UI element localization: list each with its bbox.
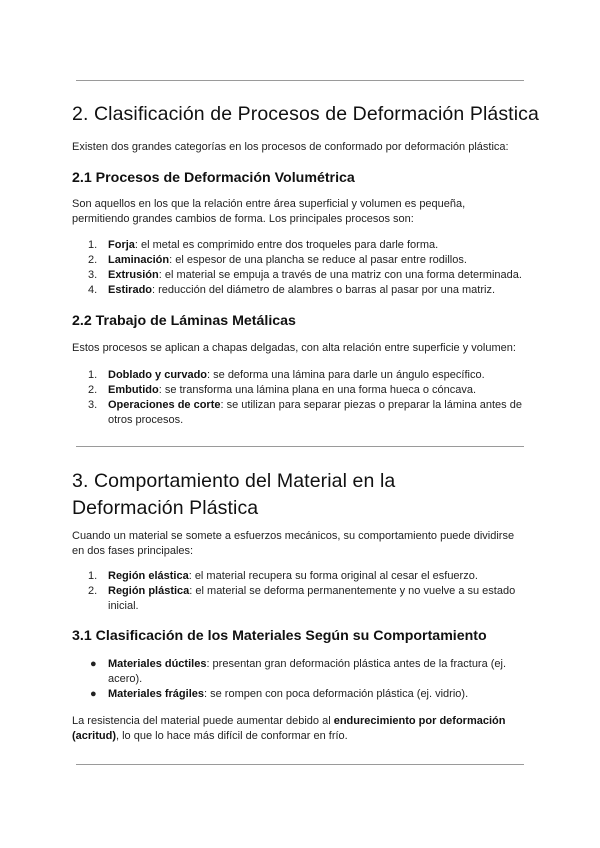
description: : el espesor de una plancha se reduce al pasar entre rodillos. (169, 254, 467, 266)
material-phase-list (72, 569, 532, 614)
list-number: 2. (88, 254, 98, 266)
list-item (72, 398, 532, 428)
closing-bold-term: endurecimiento por deformación (acritud) (72, 715, 506, 742)
description: : reducción del diámetro de alambres o barras al pasar por una matriz. (152, 284, 496, 296)
horizontal-rule (76, 80, 524, 81)
list-item (72, 383, 532, 398)
bullet-icon: ● (90, 688, 97, 700)
closing-text-start: La resistencia del material puede aumentar debido al (72, 715, 334, 727)
list-number: 4. (88, 284, 98, 296)
list-item (72, 687, 532, 702)
list-number: 3. (88, 269, 98, 281)
section-3-intro: Cuando un material se somete a esfuerzos mecánicos, su comportamiento puede dividirse en dos fases principales: (72, 530, 515, 557)
list-number: 2. (88, 384, 98, 396)
list-item (72, 657, 532, 687)
section-2-intro: Existen dos grandes categorías en los procesos de conformado por deformación plástica: (72, 141, 509, 153)
horizontal-rule (76, 764, 524, 765)
term: Embutido (108, 384, 159, 396)
description: : el material se deforma permanentemente y no vuelve a su estado inicial. (108, 585, 516, 612)
section-2-title: 2. Clasificación de Procesos de Deformación Plástica (72, 103, 539, 125)
term: Operaciones de corte (108, 399, 221, 411)
description: : se rompen con poca deformación plástica (ej. vidrio). (204, 688, 469, 700)
term: Región elástica (108, 570, 189, 582)
list-item (72, 368, 532, 383)
term: Doblado y curvado (108, 369, 208, 381)
volumetric-process-list (72, 238, 532, 298)
term: Forja (108, 239, 135, 251)
description: : el material se empuja a través de una matriz con una forma determinada. (158, 269, 522, 281)
list-number: 3. (88, 399, 98, 411)
description: : el metal es comprimido entre dos troqueles para darle forma. (134, 239, 439, 251)
term: Materiales frágiles (108, 688, 204, 700)
term: Materiales dúctiles (108, 658, 207, 670)
term: Región plástica (108, 585, 190, 597)
description: : se transforma una lámina plana en una forma hueca o cóncava. (158, 384, 477, 396)
term: Extrusión (108, 269, 159, 281)
list-item (72, 569, 532, 584)
closing-paragraph (72, 714, 522, 744)
closing-text-end: , lo que lo hace más difícil de conformar en frío. (116, 730, 348, 742)
term: Laminación (108, 254, 170, 266)
list-number: 1. (88, 570, 98, 582)
list-item (72, 584, 532, 614)
list-number: 2. (88, 585, 98, 597)
term: Estirado (108, 284, 153, 296)
description: : el material recupera su forma original al cesar el esfuerzo. (188, 570, 478, 582)
list-item (72, 253, 532, 268)
material-classification-list (72, 657, 532, 702)
list-item (72, 238, 532, 253)
list-number: 1. (88, 369, 98, 381)
list-item (72, 283, 532, 298)
list-item (72, 268, 532, 283)
list-number: 1. (88, 239, 98, 251)
description: : se deforma una lámina para darle un ángulo específico. (207, 369, 485, 381)
description: : presentan gran deformación plástica antes de la fractura (ej. acero). (108, 658, 507, 685)
horizontal-rule (76, 446, 524, 447)
section-3-title: 3. Comportamiento del Material en la Deformación Plástica (72, 470, 396, 519)
subsection-2-1-text: Son aquellos en los que la relación entre área superficial y volumen es pequeña, permitiendo grandes cambios de forma. Los principales procesos son: (72, 198, 466, 225)
description: : se utilizan para separar piezas o preparar la lámina antes de otros procesos. (108, 399, 522, 426)
subsection-3-1-title: 3.1 Clasificación de los Materiales Según su Comportamiento (72, 628, 487, 644)
subsection-2-1-title: 2.1 Procesos de Deformación Volumétrica (72, 170, 355, 186)
subsection-2-2-title: 2.2 Trabajo de Láminas Metálicas (72, 313, 296, 329)
bullet-icon: ● (90, 658, 97, 670)
subsection-2-2-text: Estos procesos se aplican a chapas delgadas, con alta relación entre superficie y volumen: (72, 342, 516, 354)
sheet-metal-process-list (72, 368, 532, 428)
